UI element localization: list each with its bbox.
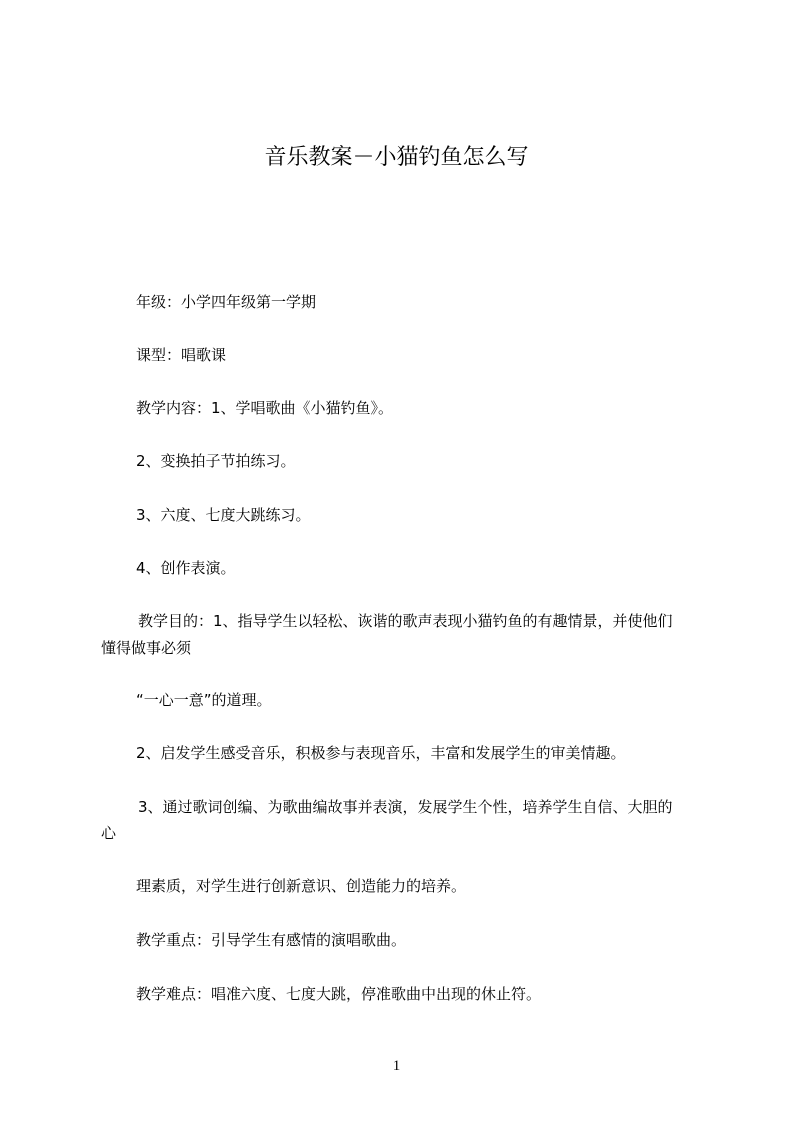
paragraph-goal-item-3-line2: 心 — [101, 824, 117, 842]
paragraph-teaching-goal-line2: 懂得做事必须 — [101, 639, 192, 657]
paragraph-lesson-type: 课型：唱歌课 — [136, 346, 227, 364]
paragraph-teaching-goal-line3: “一心一意”的道理。 — [136, 691, 272, 709]
page-number: 1 — [392, 1058, 401, 1074]
paragraph-teaching-content: 教学内容：1、学唱歌曲《小猫钓鱼》。 — [136, 399, 394, 417]
paragraph-goal-item-3-line3: 理素质，对学生进行创新意识、创造能力的培养。 — [136, 877, 467, 895]
paragraph-goal-item-3-line1: 3、通过歌词创编、为歌曲编故事并表演，发展学生个性，培养学生自信、大胆的 — [138, 798, 673, 816]
paragraph-difficulty: 教学难点：唱准六度、七度大跳，停准歌曲中出现的休止符。 — [136, 985, 542, 1003]
paragraph-teaching-goal-line1: 教学目的：1、指导学生以轻松、诙谐的歌声表现小猫钓鱼的有趣情景，并使他们 — [138, 612, 673, 630]
paragraph-goal-item-2: 2、启发学生感受音乐，积极参与表现音乐，丰富和发展学生的审美情趣。 — [136, 744, 626, 762]
paragraph-grade: 年级：小学四年级第一学期 — [136, 293, 317, 311]
paragraph-content-item-3: 3、六度、七度大跳练习。 — [136, 506, 311, 524]
paragraph-content-item-2: 2、变换拍子节拍练习。 — [136, 452, 296, 470]
paragraph-key-point: 教学重点：引导学生有感情的演唱歌曲。 — [136, 931, 407, 949]
document-title: 音乐教案－小猫钓鱼怎么写 — [264, 145, 529, 170]
paragraph-content-item-4: 4、创作表演。 — [136, 559, 236, 577]
